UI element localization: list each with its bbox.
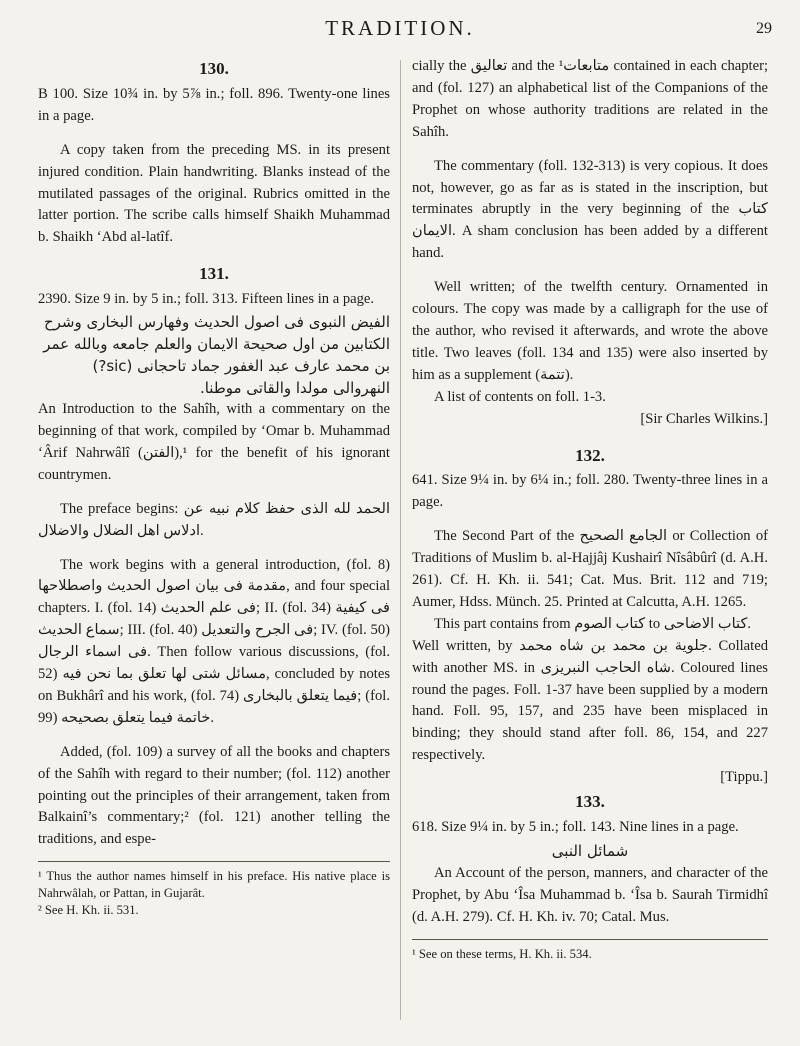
entry-133-arabic-title: شمائل النبى [551, 841, 629, 860]
entry-131-written: Well written; of the twelfth century. Ornamented in colours. The copy was made by a calligraph for the use of the author, who revised it afterwards, and wrote the above title. Two leaves (foll. 134 and 135) were also inserted by him as a supplement (تتمة). [412, 279, 768, 383]
entry-number-131: 131. [199, 264, 229, 284]
entry-131-added: Added, (fol. 109) a survey of all the books and chapters of the Sahîh with regard to their number; (fol. 112) another pointing out the principles of their arrangement, taken from Balkainî’s commentary;² (fol. 121) another telling the traditions, and espe- [38, 743, 390, 848]
entry-131-heading: 2390. Size 9 in. by 5 in.; foll. 313. Fifteen lines in a page. [38, 291, 375, 308]
entry-131-contents: A list of contents on foll. 1-3. [434, 388, 606, 405]
page-header [0, 0, 800, 48]
footnote-1: ¹ Thus the author names himself in his preface. His native place is Nahrwâlah, or Pattan, in Gujarât. [38, 869, 390, 901]
footnote-rule [38, 861, 390, 862]
entry-132-part: This part contains from كتاب الصوم to كتاب الاضاحى. [434, 615, 752, 632]
entry-131-arabic-title: الفيض النبوى فى اصول الحديث وفهارس البخارى وشرح الكتابين من اول صحيحة الايمان والعلم جامعه وبالله عمر بن محمد عارف عبد الغفور جماد تاحجانى (sic?) النهروالى مولدا والقاتى موطنا. [43, 313, 390, 398]
right-column [412, 56, 768, 963]
entry-133-description: An Account of the person, manners, and character of the Prophet, by Abu ‘Îsa Muhammad b. ‘Îsa b. Saurah Tirmidhî (d. A.H. 279). Cf. H. Kh. iv. 70; Catal. Mus. [412, 864, 768, 925]
footnote-rule [412, 939, 768, 940]
footnote-1: ¹ See on these terms, H. Kh. ii. 534. [412, 946, 592, 961]
entry-131-introduction: An Introduction to the Sahîh, with a commentary on the beginning of that work, compiled by ‘Omar b. Muhammad ‘Ârif Nahrwâlî (الفتن),¹ for the benefit of his ignorant countrymen. [38, 401, 390, 483]
left-column [38, 56, 390, 919]
footnote-2: ² See H. Kh. ii. 531. [38, 903, 139, 918]
entry-130-heading: B 100. Size 10¾ in. by 5⅞ in.; foll. 896. Twenty-one lines in a page. [38, 85, 390, 124]
entry-131-preface: The preface begins: الحمد لله الذى حفظ كلام نبيه عن ادلاس اهل الضلال والاضلال. [38, 500, 390, 539]
running-title: TRADITION. [325, 16, 475, 40]
entry-131-signature: [Sir Charles Wilkins.] [640, 410, 768, 427]
entry-130-description: A copy taken from the preceding MS. in its present injured condition. Plain handwriting. Blanks instead of the mutilated passages of the original. Rubrics omitted in the latter portion. The scribe calls himself Shaikh Muhammad b. Shaikh ‘Abd al-latîf. [38, 141, 390, 246]
entry-132-description: The Second Part of the الجامع الصحيح or Collection of Traditions of Muslim b. al-Hajjâj Kushairî Nîsâbûrî (d. A.H. 261). Cf. H. Kh. ii. 541; Cat. Mus. Brit. 112 and 719; Aumer, Hdss. Münch. 25. Printed at Calcutta, A.H. 1265. [412, 528, 768, 610]
entry-number-132: 132. [575, 445, 605, 465]
entry-132-signature: [Tippu.] [720, 769, 768, 786]
entry-number-133: 133. [575, 792, 605, 812]
entry-132-written: Well written, by جلوية بن محمد بن شاه محمد. Collated with another MS. in شاه الحاجب النبريزى. Coloured lines round the pages. Foll. 1-37 have been supplied by a modern hand. Foll. 95, 157, and 235 have been misplaced in binding; they should stand after foll. 86, 154, and 227 respectively. [412, 637, 768, 764]
entry-number-130: 130. [199, 59, 229, 78]
column-divider [400, 60, 401, 1020]
entry-131-commentary: The commentary (foll. 132-313) is very copious. It does not, however, go as far as is stated in the inscription, but terminates abruptly in the very beginning of the كتاب الايمان. A sham conclusion has been added by a different hand. [412, 157, 768, 262]
entry-132-heading: 641. Size 9¼ in. by 6¼ in.; foll. 280. Twenty-three lines in a page. [412, 472, 768, 511]
page-number: 29 [756, 20, 772, 37]
entry-131-work: The work begins with a general introduction, (fol. 8) مقدمة فى بيان اصول الحديث واصطلاحها, and four special chapters. I. (fol. 14) فى علم الحديث; II. (fol. 34) فى كيفية سماع الحديث; III. (fol. 40) فى الجرح والتعديل; IV. (fol. 50) فى اسماء الرجال. Then follow various discussions, (fol. 52) مسائل شتى لها تعلق بما نحن فيه, concluded by notes on Bukhârî and his work, (fol. 74) فيما يتعلق بالبخارى; (fol. 99) خاتمة فيما يتعلق بصحيحه. [38, 556, 391, 726]
entry-133-heading: 618. Size 9¼ in. by 5 in.; foll. 143. Nine lines in a page. [412, 819, 739, 835]
entry-131-continuation: cially the تعاليق and the متابعات¹ contained in each chapter; and (fol. 127) an alphabetical list of the Companions of the Prophet on whose authority traditions are related in the Sahîh. [412, 58, 768, 140]
